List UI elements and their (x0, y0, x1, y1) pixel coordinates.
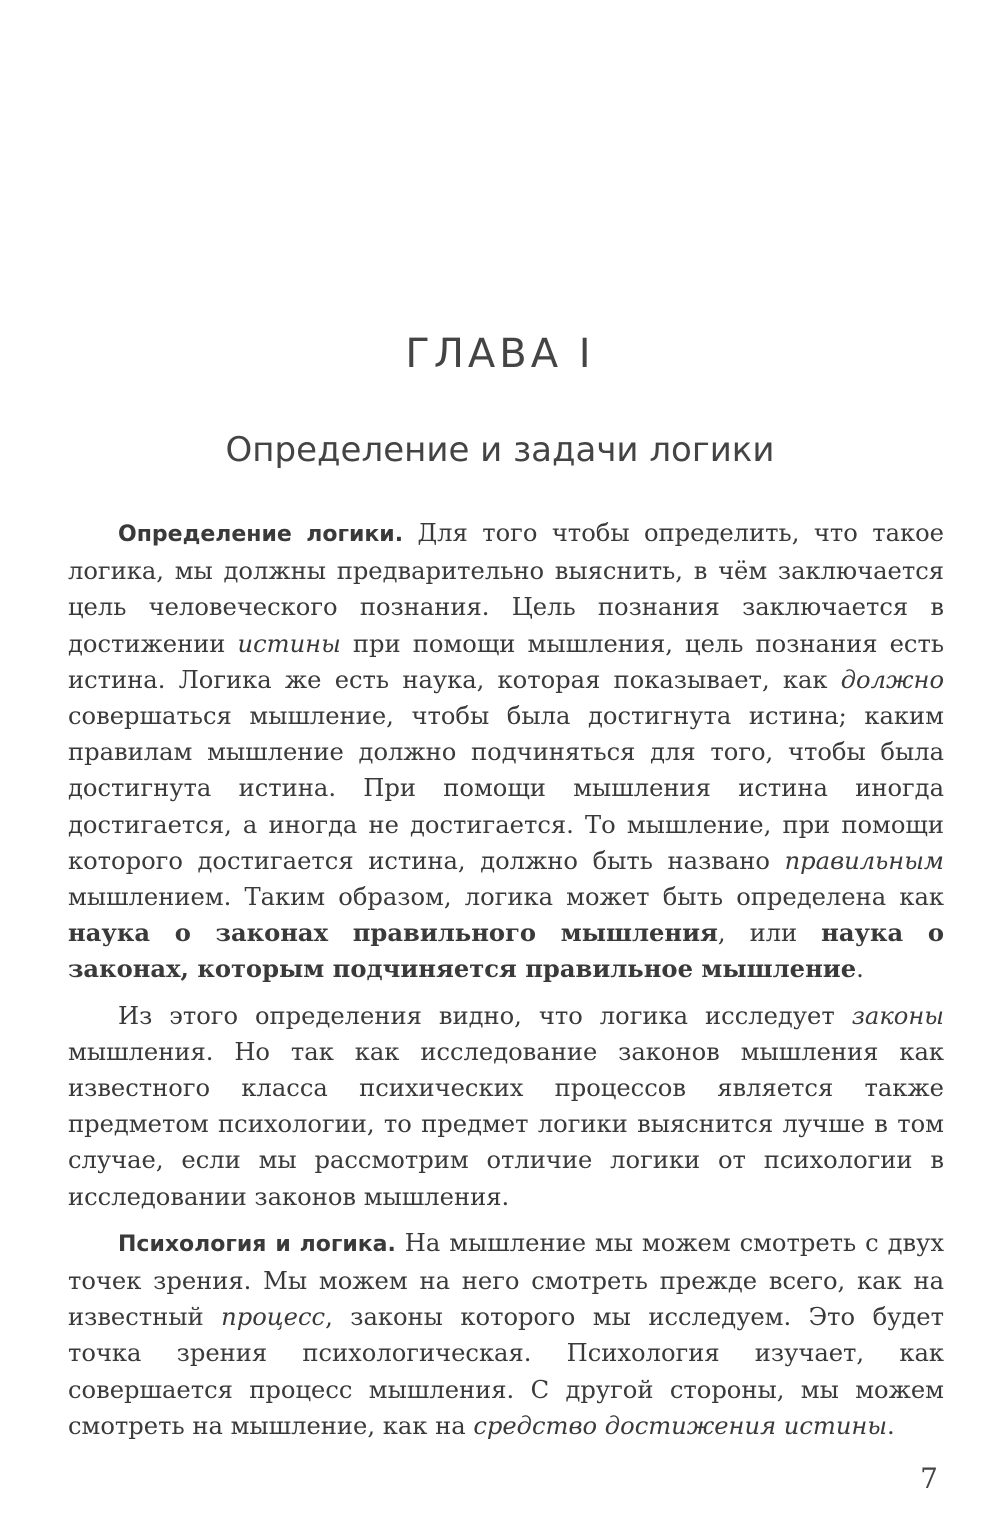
runin-heading-psychology: Психология и логика. (118, 1231, 396, 1257)
italic-term: должно (840, 665, 944, 694)
bold-definition: наука о законах, которым подчиняется правильное мышление (68, 918, 944, 984)
body-text (68, 515, 944, 1444)
text-span: мышления. Но так как исследование законов мышления как известного класса психических процессов является также предметом психологии, то предмет логики выяснится лучше в том случае, если мы рассмотрим отличие логики от психологии в исследовании законов мышления. (68, 1037, 944, 1211)
italic-term: истины (237, 629, 341, 658)
text-span: . (887, 1411, 895, 1440)
text-span: На мышление мы можем смотреть с двух точек зрения. Мы можем на него смотреть прежде всего, как на известный (68, 1228, 944, 1332)
paragraph-psychology (68, 1225, 944, 1444)
text-span: совершаться мышление, чтобы была достигнута истина; каким правилам мышление должно подчиняться для того, чтобы была достигнута истина. При помощи мышления истина иногда достигается, а иногда не достигается. То мышление, при помощи которого достигается истина, должно быть названо (68, 702, 944, 875)
text-span: . (856, 955, 864, 984)
chapter-label: ГЛАВА I (405, 331, 595, 377)
italic-term: процесс (221, 1303, 326, 1332)
chapter-title: Определение и задачи логики (225, 430, 775, 470)
italic-term: законы (851, 1001, 944, 1030)
text-span: Для того чтобы определить, что такое логика, мы должны предварительно выяснить, в чём заключается цель человеческого познания. Цель познания заключается в достижении (68, 519, 944, 658)
text-span: Из этого определения видно, что логика исследует (118, 1001, 852, 1030)
text-span: при помощи мышления, цель познания есть истина. Логика же есть наука, которая показывает, как (68, 629, 944, 694)
page-number: 7 (920, 1462, 938, 1495)
bold-definition: наука о законах правильного мышления (68, 918, 718, 948)
italic-term: правильным (784, 846, 944, 875)
italic-term: средство достижения истины (473, 1411, 888, 1440)
text-span: мышлением. Таким образом, логика может быть определена как (68, 883, 944, 912)
text-span: , или (717, 919, 822, 948)
text-span: , законы которого мы исследуем. Это будет точка зрения психологическая. Психология изучает, как совершается процесс мышления. С другой стороны, мы можем смотреть на мышление, как на (68, 1303, 944, 1440)
runin-heading-definition: Определение логики. (118, 522, 404, 547)
paragraph-definition (68, 515, 944, 988)
paragraph-laws (68, 998, 944, 1215)
